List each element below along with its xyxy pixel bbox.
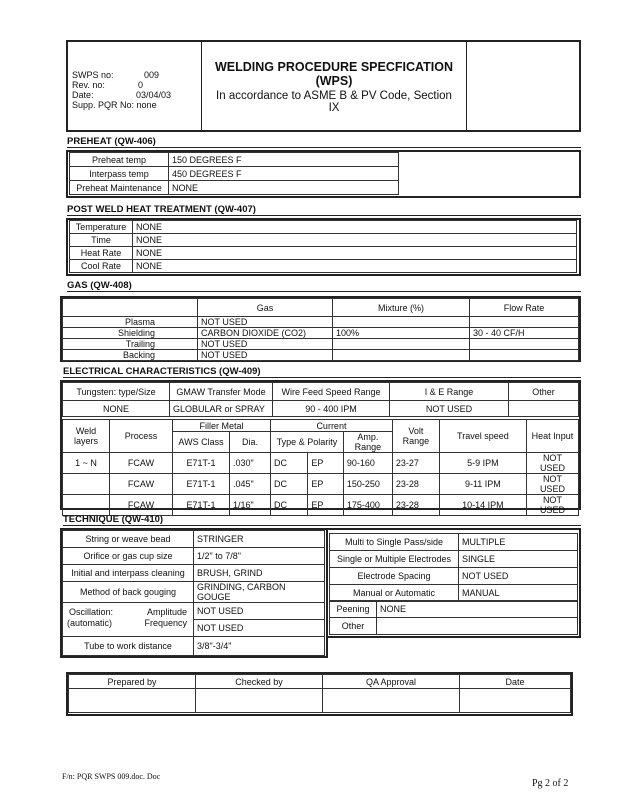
elec-row-travel: 9-11 IPM bbox=[439, 474, 526, 495]
elec-row-amp: 90-160 bbox=[343, 453, 392, 474]
elec-row-travel: 5-9 IPM bbox=[439, 453, 526, 474]
oscillation-automatic-label: (automatic) bbox=[67, 618, 113, 628]
gas-row-label: Backing bbox=[63, 350, 198, 361]
interpass-temp-label: Interpass temp bbox=[70, 167, 169, 181]
transfer-value: GLOBULAR or SPRAY bbox=[170, 401, 273, 417]
header-divider-left bbox=[201, 40, 202, 132]
peening-value: NONE bbox=[377, 601, 578, 618]
pwht-cool-rate-label: Cool Rate bbox=[70, 260, 133, 273]
elec-row-process: FCAW bbox=[110, 453, 173, 474]
ie-range-header: I & E Range bbox=[390, 383, 509, 401]
swps-value: 009 bbox=[144, 70, 160, 80]
interpass-temp-value: 450 DEGREES F bbox=[169, 167, 399, 181]
transfer-header: GMAW Transfer Mode bbox=[170, 383, 273, 401]
gas-header-mixture: Mixture (%) bbox=[333, 299, 470, 317]
technique-right-value: SINGLE bbox=[459, 551, 578, 568]
other-value bbox=[377, 618, 578, 635]
elec-row-layers bbox=[63, 495, 110, 516]
electrical-top-table bbox=[62, 382, 579, 417]
volt-header: Volt bbox=[408, 426, 424, 436]
frequency-label: Frequency bbox=[144, 618, 187, 628]
gas-row-mixture bbox=[333, 339, 470, 350]
elec-row-amp: 150-250 bbox=[343, 474, 392, 495]
process-header: Process bbox=[110, 420, 173, 453]
swps-label: SWPS no: bbox=[72, 70, 114, 80]
gas-row-mixture bbox=[333, 317, 470, 328]
gas-header-gas: Gas bbox=[198, 299, 333, 317]
tungsten-value: NONE bbox=[63, 401, 170, 417]
gas-row-label: Plasma bbox=[63, 317, 198, 328]
technique-left-value: GRINDING, CARBON GOUGE bbox=[194, 582, 325, 603]
elec-row-polarity: EP bbox=[308, 453, 344, 474]
preheat-maintenance-value: NONE bbox=[169, 181, 399, 195]
amplitude-value: NOT USED bbox=[194, 603, 325, 620]
rev-value: 0 bbox=[138, 80, 144, 90]
preheat-maintenance-label: Preheat Maintenance bbox=[70, 181, 169, 195]
title-line2: (WPS) bbox=[315, 74, 353, 88]
gas-header-flow: Flow Rate bbox=[470, 299, 579, 317]
header-meta bbox=[72, 70, 197, 110]
elec-row-travel: 10-14 IPM bbox=[439, 495, 526, 516]
pqr-value: none bbox=[136, 100, 157, 110]
gas-row-gas: NOT USED bbox=[198, 350, 333, 361]
elec-row-type: DC bbox=[271, 474, 308, 495]
dia-header: Dia. bbox=[230, 432, 271, 453]
elec-row-dia: 1/16" bbox=[230, 495, 271, 516]
ie-range-value: NOT USED bbox=[390, 401, 509, 417]
technique-right-value: MANUAL bbox=[459, 585, 578, 602]
amp-header: Amp. bbox=[357, 432, 379, 442]
travel-speed-header: Travel speed bbox=[439, 420, 526, 453]
gas-row-gas: NOT USED bbox=[198, 339, 333, 350]
filler-metal-header: Filler Metal bbox=[173, 420, 271, 432]
technique-left-label: Method of back gouging bbox=[63, 582, 194, 603]
electrical-main-table bbox=[62, 419, 579, 516]
amp-range-header: Range bbox=[354, 442, 382, 452]
pwht-title: POST WELD HEAT TREATMENT (QW-407) bbox=[67, 204, 581, 216]
pwht-time-label: Time bbox=[70, 234, 133, 247]
layers-header: layers bbox=[73, 436, 98, 446]
elec-row-dia: .045" bbox=[230, 474, 271, 495]
gas-row-mixture bbox=[333, 350, 470, 361]
technique-right-value: NOT USED bbox=[459, 568, 578, 585]
technique-right-label: Electrode Spacing bbox=[330, 568, 459, 585]
gas-row-label: Shielding bbox=[63, 328, 198, 339]
volt-range-header: Range bbox=[402, 436, 430, 446]
technique-left-value: BRUSH, GRIND bbox=[194, 565, 325, 582]
technique-right-label: Manual or Automatic bbox=[330, 585, 459, 602]
prepared-by-label: Prepared by bbox=[69, 675, 196, 689]
subtitle-line2: IX bbox=[328, 102, 340, 114]
technique-right-table bbox=[329, 533, 578, 602]
heat-input-header: Heat Input bbox=[526, 420, 578, 453]
weld-header: Weld bbox=[75, 426, 97, 436]
date-value: 03/04/03 bbox=[136, 90, 172, 100]
gas-row-mixture: 100% bbox=[333, 328, 470, 339]
subtitle-line1: In accordance to ASME B & PV Code, Section bbox=[216, 90, 452, 102]
amplitude-label: Amplitude bbox=[146, 607, 187, 617]
current-header: Current bbox=[271, 420, 393, 432]
peening-table bbox=[329, 600, 578, 635]
rev-label: Rev. no: bbox=[72, 80, 105, 90]
type-polarity-header: Type & Polarity bbox=[271, 432, 344, 453]
technique-left-label: String or weave bead bbox=[63, 531, 194, 548]
gas-row-label: Trailing bbox=[63, 339, 198, 350]
signoff-date-field bbox=[460, 689, 571, 713]
pwht-heat-rate-value: NONE bbox=[133, 247, 577, 260]
elec-row-type: DC bbox=[271, 453, 308, 474]
gas-row-flow: 30 - 40 CF/H bbox=[470, 328, 579, 339]
elec-row-polarity: EP bbox=[308, 495, 344, 516]
technique-left-value: 1/2" to 7/8" bbox=[194, 548, 325, 565]
tungsten-header: Tungsten: type/Size bbox=[63, 383, 170, 401]
elec-row-volt: 23-28 bbox=[392, 495, 439, 516]
technique-right-label: Single or Multiple Electrodes bbox=[330, 551, 459, 568]
header-divider-right bbox=[466, 40, 467, 132]
signoff-date-label: Date bbox=[460, 675, 571, 689]
other-value bbox=[509, 401, 579, 417]
tube-to-work-value: 3/8"-3/4" bbox=[194, 637, 325, 656]
checked-by-field bbox=[196, 689, 323, 713]
pwht-temperature-label: Temperature bbox=[70, 221, 133, 234]
elec-row-aws: E71T-1 bbox=[173, 495, 230, 516]
wire-feed-header: Wire Feed Speed Range bbox=[273, 383, 390, 401]
aws-class-header: AWS Class bbox=[173, 432, 230, 453]
elec-row-volt: 23-27 bbox=[392, 453, 439, 474]
preheat-temp-value: 150 DEGREES F bbox=[169, 153, 399, 167]
date-label: Date: bbox=[72, 90, 94, 100]
technique-left-value: STRINGER bbox=[194, 531, 325, 548]
elec-row-process: FCAW bbox=[110, 474, 173, 495]
frequency-value: NOT USED bbox=[194, 620, 325, 637]
gas-table bbox=[62, 298, 579, 361]
technique-right-value: MULTIPLE bbox=[459, 534, 578, 551]
elec-row-process: FCAW bbox=[110, 495, 173, 516]
gas-row-flow bbox=[470, 350, 579, 361]
pwht-time-value: NONE bbox=[133, 234, 577, 247]
peening-label: Peening bbox=[330, 601, 377, 618]
elec-row-aws: E71T-1 bbox=[173, 453, 230, 474]
preheat-temp-label: Preheat temp bbox=[70, 153, 169, 167]
gas-row-gas: NOT USED bbox=[198, 317, 333, 328]
elec-row-layers: 1 ~ N bbox=[63, 453, 110, 474]
technique-right-label: Multi to Single Pass/side bbox=[330, 534, 459, 551]
pwht-cool-rate-value: NONE bbox=[133, 260, 577, 273]
technique-left-label: Orifice or gas cup size bbox=[63, 548, 194, 565]
elec-row-volt: 23-28 bbox=[392, 474, 439, 495]
tube-to-work-label: Tube to work distance bbox=[63, 637, 194, 656]
gas-title: GAS (QW-408) bbox=[67, 280, 581, 292]
elec-row-heat: NOT USED bbox=[526, 453, 578, 474]
signoff-table bbox=[68, 674, 571, 713]
title-line1: WELDING PROCEDURE SPECFICATION bbox=[215, 60, 453, 74]
pwht-table bbox=[69, 220, 577, 273]
elec-row-polarity: EP bbox=[308, 474, 344, 495]
pqr-label: Supp. PQR No: bbox=[72, 100, 135, 110]
pwht-heat-rate-label: Heat Rate bbox=[70, 247, 133, 260]
page-number: Pg 2 of 2 bbox=[532, 778, 569, 789]
technique-left-label: Initial and interpass cleaning bbox=[63, 565, 194, 582]
preheat-table bbox=[69, 152, 399, 195]
other-label: Other bbox=[330, 618, 377, 635]
elec-row-dia: .030" bbox=[230, 453, 271, 474]
electrical-title: ELECTRICAL CHARACTERISTICS (QW-409) bbox=[63, 366, 581, 378]
other-header: Other bbox=[509, 383, 579, 401]
qa-approval-field bbox=[323, 689, 460, 713]
elec-row-heat: NOT USED bbox=[526, 474, 578, 495]
elec-row-aws: E71T-1 bbox=[173, 474, 230, 495]
gas-row-flow bbox=[470, 317, 579, 328]
elec-row-type: DC bbox=[271, 495, 308, 516]
file-name: F/n: PQR SWPS 009.doc. Doc bbox=[62, 772, 161, 781]
technique-left-table bbox=[62, 530, 325, 656]
qa-approval-label: QA Approval bbox=[323, 675, 460, 689]
gas-row-flow bbox=[470, 339, 579, 350]
technique-title: TECHNIQUE (QW-410) bbox=[63, 514, 581, 526]
oscillation-label: Oscillation: bbox=[69, 607, 114, 617]
elec-row-heat: NOT USED bbox=[526, 495, 578, 516]
prepared-by-field bbox=[69, 689, 196, 713]
gas-row-gas: CARBON DIOXIDE (CO2) bbox=[198, 328, 333, 339]
checked-by-label: Checked by bbox=[196, 675, 323, 689]
pwht-temperature-value: NONE bbox=[133, 221, 577, 234]
elec-row-layers bbox=[63, 474, 110, 495]
wire-feed-value: 90 - 400 IPM bbox=[273, 401, 390, 417]
page-title bbox=[203, 60, 465, 114]
preheat-title: PREHEAT (QW-406) bbox=[67, 136, 581, 148]
elec-row-amp: 175-400 bbox=[343, 495, 392, 516]
